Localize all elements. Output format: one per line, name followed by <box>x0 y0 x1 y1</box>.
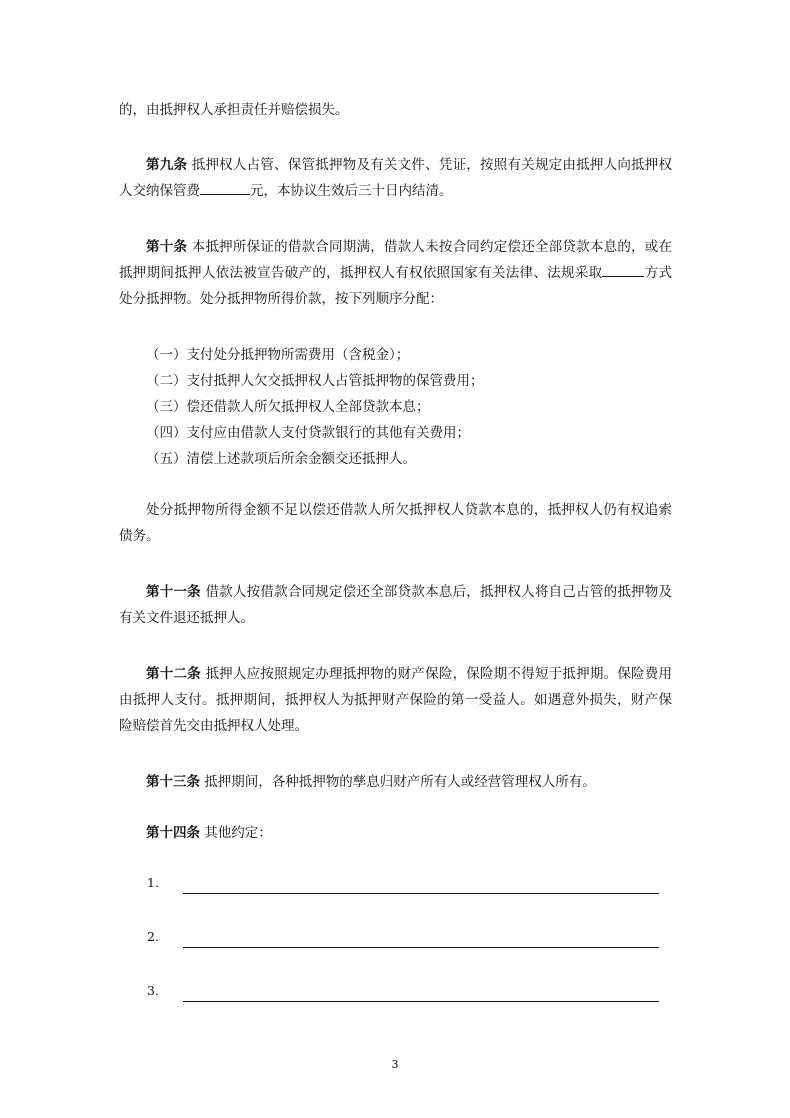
article-text: 其他约定： <box>204 825 272 841</box>
article-14 <box>119 820 672 846</box>
list-item: （一）支付处分抵押物所需费用（含税金）； <box>146 347 410 363</box>
blank-line-rule <box>183 947 659 948</box>
blank-line-number: 2. <box>147 929 159 944</box>
article-text: 抵押人应按照规定办理抵押物的财产保险，保险期不得短于抵押期。保险费用由抵押人支付。抵押期间，抵押权人为抵押财产保险的第一受益人。如遇意外损失，财产保险赔偿首先交由抵押权人处理。 <box>119 666 673 734</box>
article-title: 第十四条 <box>146 825 200 841</box>
blank-line-number: 1. <box>147 875 159 890</box>
blank-line-rule <box>183 893 659 894</box>
method-blank <box>602 264 644 277</box>
list-item: （四）支付应由借款人支付贷款银行的其他有关费用； <box>146 425 470 441</box>
article-text: 抵押期间，各种抵押物的孳息归财产所有人或经营管理权人所有。 <box>204 774 596 790</box>
article-text: 本抵押所保证的借款合同期满，借款人未按合同约定偿还全部贷款本息的，或在抵押期间抵押人依法被宣告破产的，抵押权人有权依照国家有关法律、法规采取 <box>119 239 673 281</box>
article-12 <box>119 661 672 739</box>
article-9 <box>119 152 672 204</box>
article-10 <box>119 234 672 312</box>
fee-blank <box>200 182 250 195</box>
article-text: 抵押权人占管、保管抵押物及有关文件、凭证，按照有关规定由抵押人向抵押权人交纳保管费 <box>119 157 673 199</box>
blank-line-rule <box>183 1001 659 1002</box>
paragraph-text: 的，由抵押权人承担责任并赔偿损失。 <box>119 102 349 118</box>
article-text-cont: 元，本协议生效后三十日内结清。 <box>250 183 453 199</box>
list-item: （二）支付抵押人欠交抵押权人占管抵押物的保管费用； <box>146 373 484 389</box>
continued-paragraph <box>119 97 672 123</box>
article-title: 第九条 <box>146 157 188 173</box>
list-item: （三）偿还借款人所欠抵押权人全部贷款本息； <box>146 399 430 415</box>
list-item: （五）清偿上述款项后所余金额交还抵押人。 <box>146 451 416 467</box>
article-11 <box>119 579 672 631</box>
article-title: 第十二条 <box>146 666 201 682</box>
paragraph-text: 处分抵押物所得金额不足以偿还借款人所欠抵押权人贷款本息的，抵押权人仍有权追索债务。 <box>119 502 672 544</box>
blank-line-number: 3. <box>147 983 159 998</box>
article-text-cont: 方式处分抵押物。处分抵押物所得价款，按下列顺序分配： <box>119 265 673 307</box>
shortfall-paragraph <box>119 497 672 549</box>
article-title: 第十一条 <box>146 584 201 600</box>
article-13 <box>119 769 672 795</box>
article-title: 第十三条 <box>146 774 200 790</box>
page-number: 3 <box>391 1058 399 1071</box>
article-text: 借款人按借款合同规定偿还全部贷款本息后，抵押权人将自己占管的抵押物及有关文件退还抵押人。 <box>119 584 673 626</box>
article-title: 第十条 <box>146 239 188 255</box>
